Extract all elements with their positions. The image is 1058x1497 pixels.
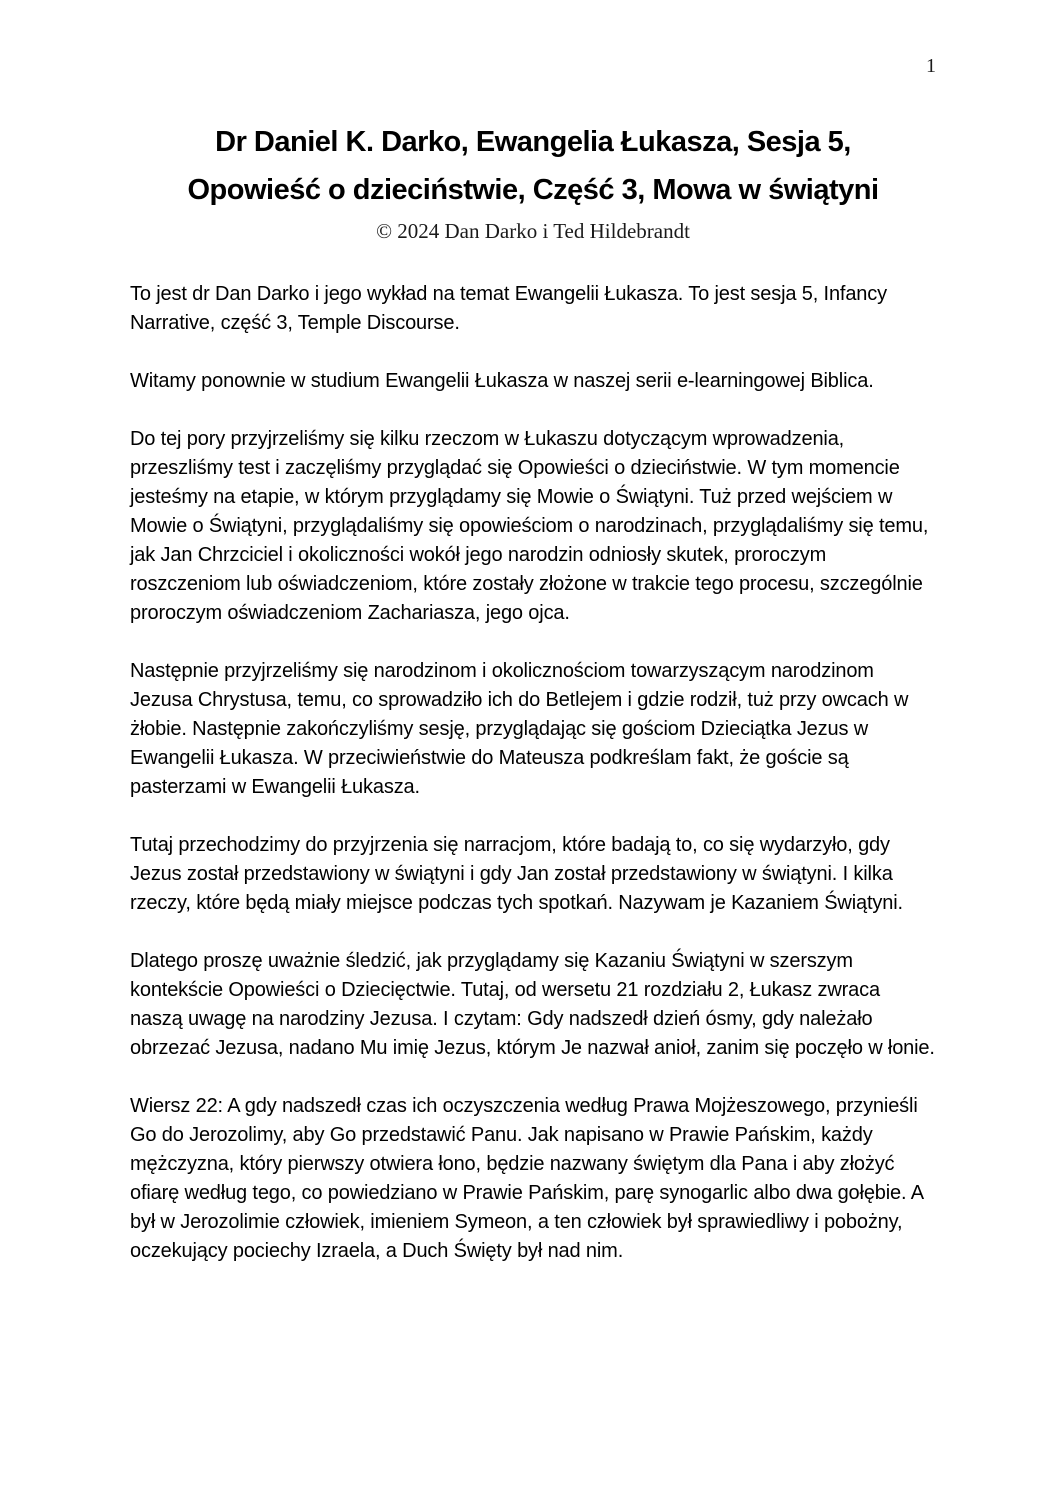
- paragraph-recap-introduction: Do tej pory przyjrzeliśmy się kilku rzeczom w Łukaszu dotyczącym wprowadzenia, przeszliśmy test i zaczęliśmy przyglądać się Opowieści o dzieciństwie. W tym momencie jesteśmy na etapie, w którym przyglądamy się Mowie o Świątyni. Tuż przed wejściem w Mowie o Świątyni, przyglądaliśmy się opowieściom o narodzinach, przyglądaliśmy się temu, jak Jan Chrzciciel i okoliczności wokół jego narodzin odniosły skutek, proroczym roszczeniom lub oświadczeniom, które zostały złożone w trakcie tego procesu, szczególnie proroczym oświadczeniom Zachariasza, jego ojca.: [130, 428, 929, 624]
- paragraph-verse-21: Dlatego proszę uważnie śledzić, jak przyglądamy się Kazaniu Świątyni w szerszym kontekście Opowieści o Dziecięctwie. Tutaj, od wersetu 21 rozdziału 2, Łukasz zwraca naszą uwagę na narodziny Jezusa. I czytam: Gdy nadszedł dzień ósmy, gdy należało obrzezać Jezusa, nadano Mu imię Jezus, którym Je nazwał anioł, zanim się poczęło w łonie.: [130, 950, 935, 1059]
- document-title: [130, 118, 936, 214]
- paragraph-verse-22: Wiersz 22: A gdy nadszedł czas ich oczyszczenia według Prawa Mojżeszowego, przynieśli Go do Jerozolimy, aby Go przedstawić Panu. Jak napisano w Prawie Pańskim, każdy mężczyzna, który pierwszy otwiera łono, będzie nazwany świętym dla Pana i aby złożyć ofiarę według tego, co powiedziano w Prawie Pańskim, parę synogarlic albo dwa gołębie. A był w Jerozolimie człowiek, imieniem Symeon, a ten człowiek był sprawiedliwy i pobożny, oczekujący pociechy Izraela, a Duch Święty był nad nim.: [130, 1095, 923, 1262]
- page-number: 1: [926, 55, 936, 77]
- paragraph-intro-session: To jest dr Dan Darko i jego wykład na temat Ewangelii Łukasza. To jest sesja 5, Infancy Narrative, część 3, Temple Discourse.: [130, 283, 887, 334]
- paragraph-recap-birth-narrative: Następnie przyjrzeliśmy się narodzinom i okolicznościom towarzyszącym narodzinom Jezusa Chrystusa, temu, co sprowadziło ich do Betlejem i gdzie rodził, tuż przy owcach w żłobie. Następnie zakończyliśmy sesję, przyglądając się gościom Dzieciątka Jezus w Ewangelii Łukasza. W przeciwieństwie do Mateusza podkreślam fakt, że goście są pasterzami w Ewangelii Łukasza.: [130, 660, 909, 798]
- document-title-line-1: Dr Daniel K. Darko, Ewangelia Łukasza, Sesja 5,: [215, 126, 851, 158]
- paragraph-temple-presentation: Tutaj przechodzimy do przyjrzenia się narracjom, które badają to, co się wydarzyło, gdy Jezus został przedstawiony w świątyni i gdy Jan został przedstawiony w świątyni. I kilka rzeczy, które będą miały miejsce podczas tych spotkań. Nazywam je Kazaniem Świątyni.: [130, 834, 903, 914]
- document-title-line-2: Opowieść o dzieciństwie, Część 3, Mowa w świątyni: [187, 174, 879, 206]
- document-body: [130, 280, 936, 1266]
- copyright-line: © 2024 Dan Darko i Ted Hildebrandt: [376, 219, 690, 243]
- paragraph-welcome: Witamy ponownie w studium Ewangelii Łukasza w naszej serii e-learningowej Biblica.: [130, 370, 874, 392]
